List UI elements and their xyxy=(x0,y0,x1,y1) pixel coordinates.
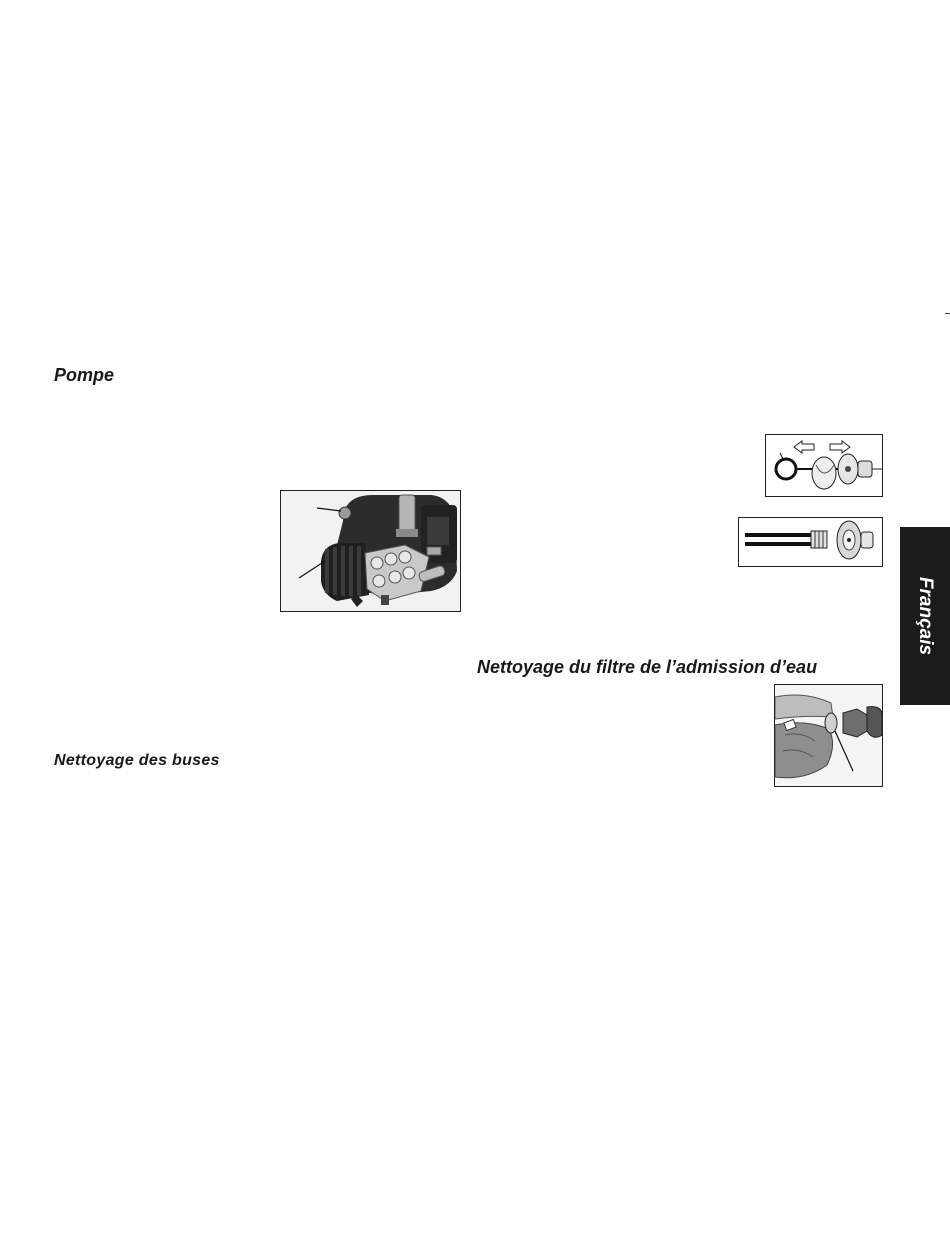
language-tab-label: Français xyxy=(915,576,936,656)
pump-figure xyxy=(280,490,461,612)
section-heading-pompe: Pompe xyxy=(54,365,115,385)
nozzle-flush-figure xyxy=(738,517,883,567)
inlet-filter-removal-icon xyxy=(775,685,882,786)
section-heading-nettoyage-filtre: Nettoyage du filtre de l’admission d’eau xyxy=(477,657,818,677)
section-heading-nettoyage-buses: Nettoyage des buses xyxy=(54,752,220,769)
nozzle-cleaning-figure xyxy=(765,434,883,497)
language-tab xyxy=(900,527,950,705)
nozzle-flush-hose-icon xyxy=(739,518,882,566)
inlet-filter-figure xyxy=(774,684,883,787)
nozzle-cleaning-wire-icon xyxy=(766,435,882,496)
edge-tick-mark xyxy=(945,313,950,314)
pump-assembly-icon xyxy=(281,491,460,611)
